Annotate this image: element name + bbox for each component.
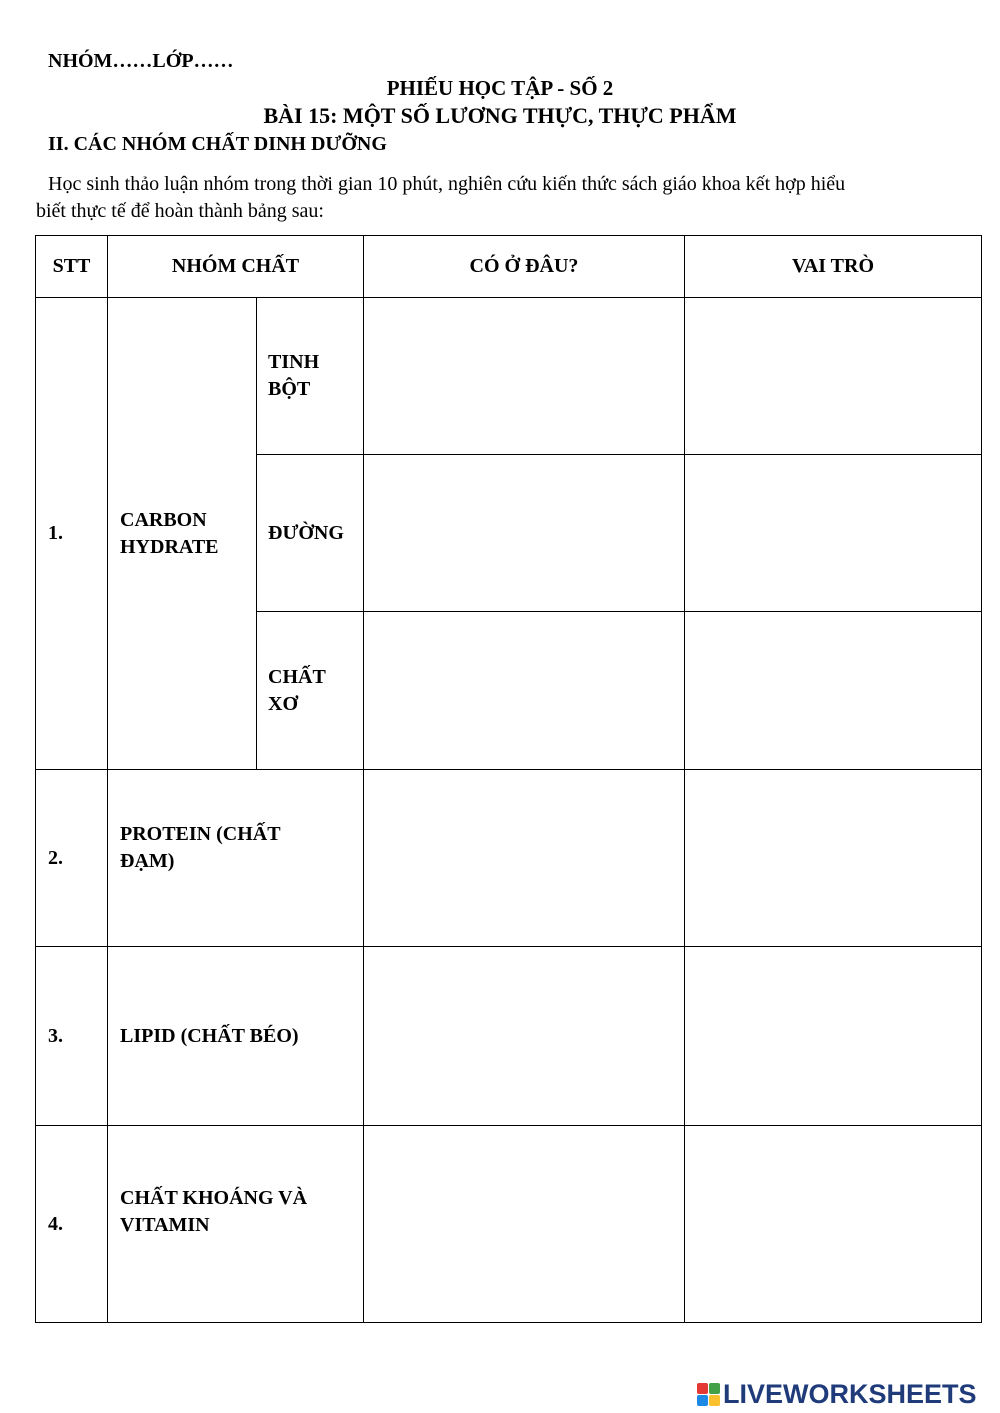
row-2-group: PROTEIN (CHẤT ĐẠM) xyxy=(120,823,281,872)
subgroup-sugar: ĐƯỜNG xyxy=(268,521,344,544)
instruction-line-1: Học sinh thảo luận nhóm trong thời gian 10 phút, nghiên cứu kiến thức sách giáo khoa kết hợp hiểu xyxy=(48,173,846,195)
subgroup-fiber: CHẤT XƠ xyxy=(268,665,326,715)
row-4-stt: 4. xyxy=(48,1212,63,1235)
worksheet-title: PHIẾU HỌC TẬP - SỐ 2 xyxy=(386,76,614,100)
section-heading: II. CÁC NHÓM CHẤT DINH DƯỠNG xyxy=(48,133,387,155)
row-3-group: LIPID (CHẤT BÉO) xyxy=(120,1024,299,1047)
row-1-group: CARBON HYDRATE xyxy=(120,508,219,558)
subgroup-starch: TINH BỘT xyxy=(268,351,320,400)
row-4-group: CHẤT KHOÁNG VÀ VITAMIN xyxy=(120,1187,308,1236)
row-1-stt: 1. xyxy=(48,522,63,544)
group-class-label: NHÓM……LỚP…… xyxy=(48,50,234,72)
lesson-title: BÀI 15: MỘT SỐ LƯƠNG THỰC, THỰC PHẨM xyxy=(263,103,737,128)
row-2-stt: 2. xyxy=(48,846,63,869)
column-header-stt: STT xyxy=(52,255,91,277)
row-3-stt: 3. xyxy=(48,1024,63,1047)
column-header-where-found: CÓ Ở ĐÂU? xyxy=(469,255,579,277)
column-header-nutrient-group: NHÓM CHẤT xyxy=(171,255,300,277)
logo-text: LIVEWORKSHEETS xyxy=(723,1378,977,1409)
column-header-role: VAI TRÒ xyxy=(791,255,875,277)
instruction-line-2: biết thực tế để hoàn thành bảng sau: xyxy=(36,200,324,222)
logo-blocks-icon xyxy=(697,1383,720,1406)
liveworksheets-logo xyxy=(697,1378,977,1410)
